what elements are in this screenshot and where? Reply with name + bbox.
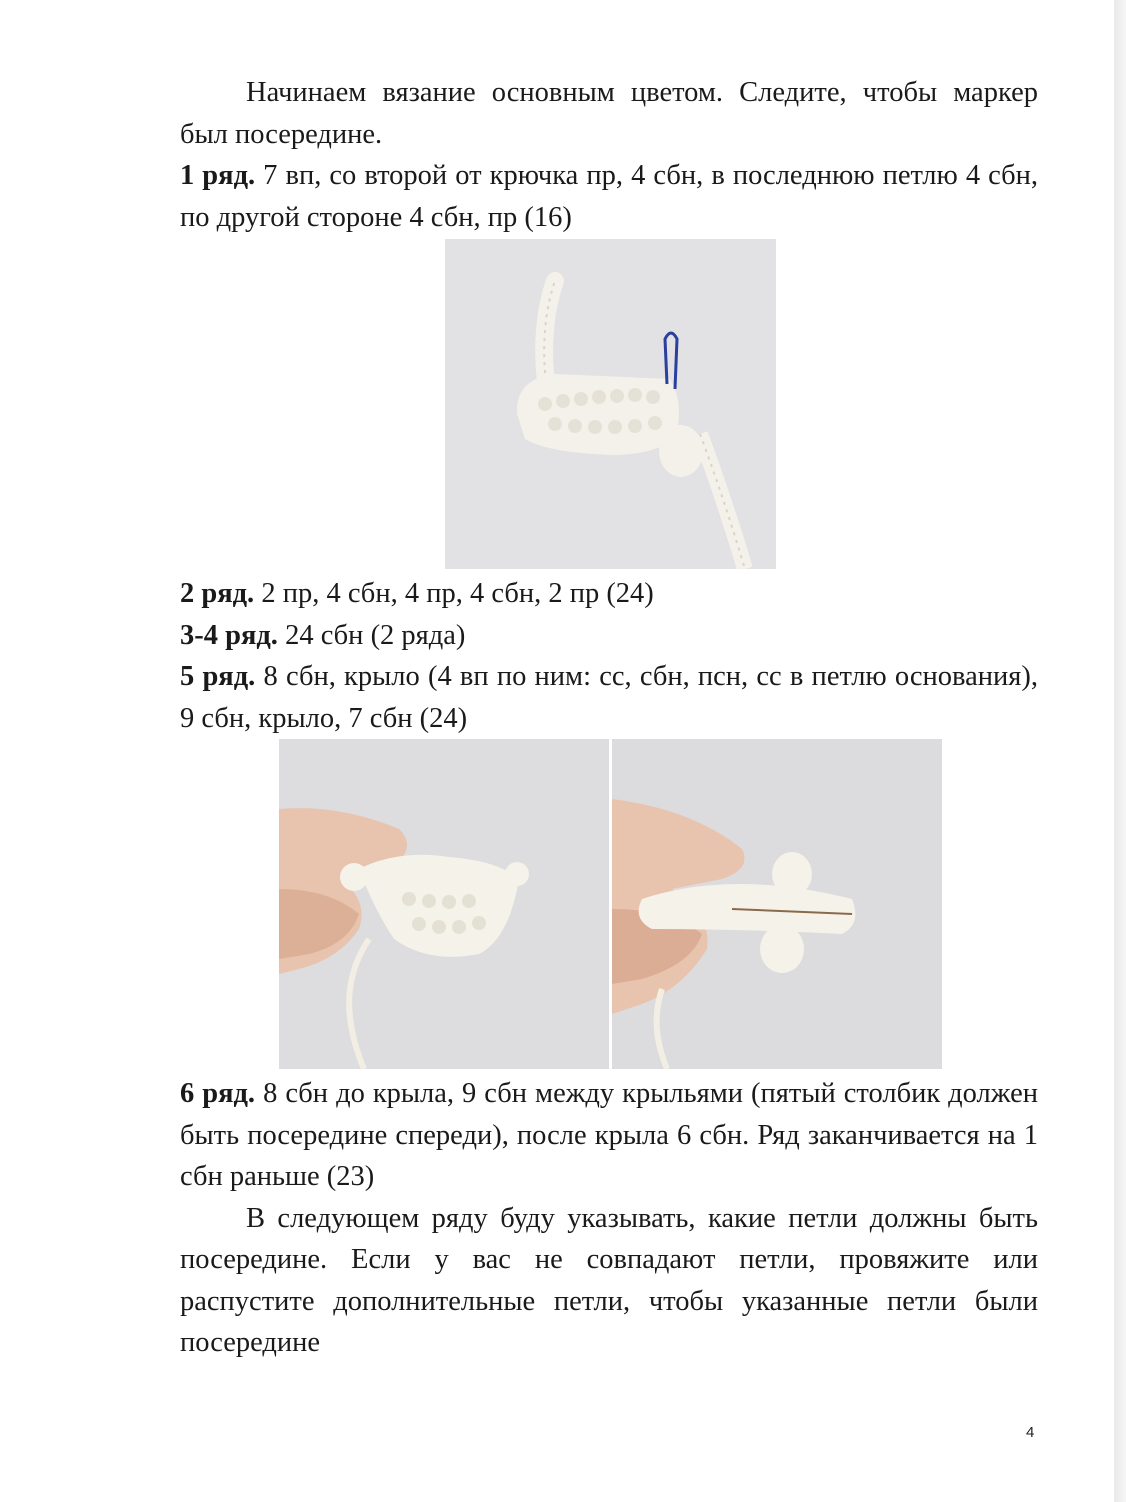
document-page-middle <box>180 573 1038 739</box>
row-5-paragraph <box>180 656 1038 739</box>
row-2-text: 2 пр, 4 сбн, 4 пр, 4 сбн, 2 пр (24) <box>254 578 654 609</box>
row-1-paragraph <box>180 155 1038 238</box>
row-2-paragraph <box>180 573 1038 615</box>
photo-row-5-wings-front <box>279 739 609 1069</box>
row-6-text: 8 сбн до крыла, 9 сбн между крыльями (пятый столбик должен быть посередине спереди), после крыла 6 сбн. Ряд заканчивается на 1 сбн раньше (23) <box>180 1078 1038 1192</box>
page-number: 4 <box>1026 1424 1035 1441</box>
note-paragraph: В следующем ряду буду указывать, какие петли должны быть посередине. Если у вас не совпадают петли, провяжите или распустите дополнительные петли, чтобы указанные петли были посередине <box>180 1202 1038 1358</box>
document-page-bottom <box>180 1073 1038 1364</box>
row-1-text: 7 вп, со второй от крючка пр, 4 сбн, в последнюю петлю 4 сбн, по другой стороне 4 сбн, пр (16) <box>180 160 1038 233</box>
row-3-4-paragraph <box>180 615 1038 657</box>
row-5-text: 8 сбн, крыло (4 вп по ним: сс, сбн, псн, сс в петлю основания), 9 сбн, крыло, 7 сбн (24) <box>180 661 1038 734</box>
row-3-4-text: 24 сбн (2 ряда) <box>277 619 466 651</box>
row-6-paragraph <box>180 1073 1038 1198</box>
row-3-4-label: 3-4 ряд. <box>180 619 278 651</box>
page-edge-shadow <box>1114 0 1126 1502</box>
row-1-label: 1 ряд. <box>180 160 256 191</box>
photo-row-1-crochet-start <box>445 239 776 569</box>
photo-row-5-wings-side <box>612 739 942 1069</box>
row-6-label: 6 ряд. <box>180 1078 256 1109</box>
row-5-label: 5 ряд. <box>180 661 256 692</box>
intro-paragraph: Начинаем вязание основным цветом. Следите, чтобы маркер был посередине. <box>180 77 1038 150</box>
document-page <box>180 72 1038 238</box>
row-2-label: 2 ряд. <box>180 578 255 609</box>
